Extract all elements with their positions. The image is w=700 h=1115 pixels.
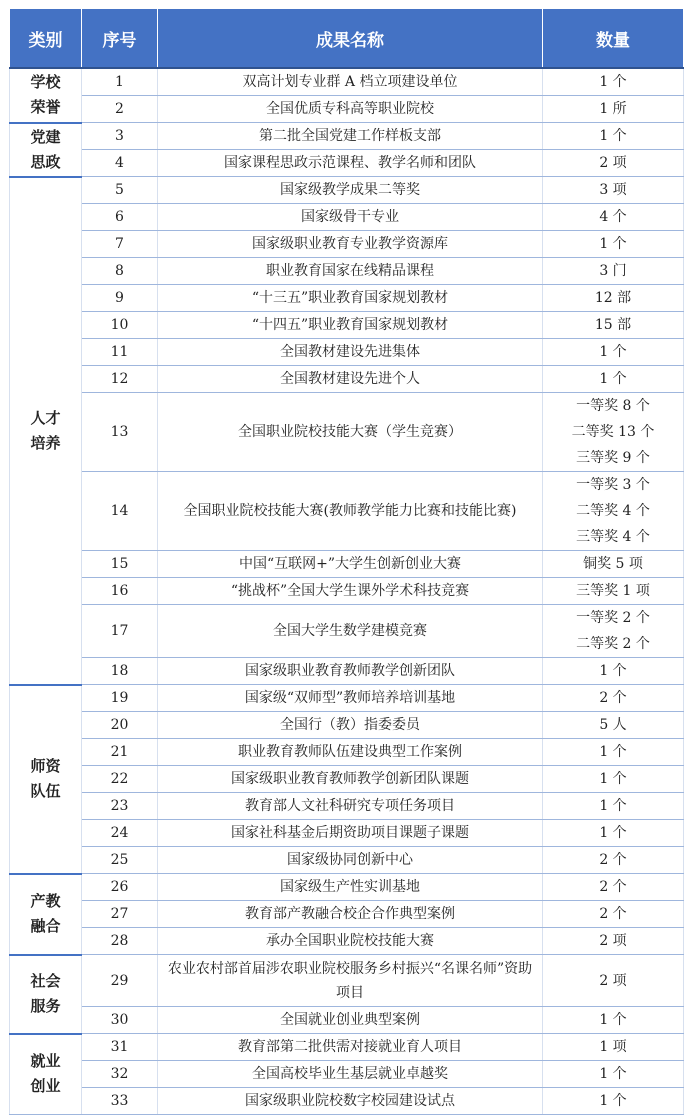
achievement-name: 全国教材建设先进集体 bbox=[158, 339, 543, 366]
row-number: 16 bbox=[82, 578, 158, 605]
quantity-value: 2 项 bbox=[599, 933, 627, 949]
quantity-cell bbox=[543, 393, 684, 472]
quantity-cell bbox=[543, 68, 684, 96]
achievement-name: 全国职业院校技能大赛(教师教学能力比赛和技能比赛) bbox=[158, 472, 543, 551]
table-row bbox=[10, 955, 684, 1007]
quantity-value: 1 个 bbox=[599, 744, 627, 760]
quantity-cell bbox=[543, 1088, 684, 1115]
quantity-value: 2 个 bbox=[599, 879, 627, 895]
quantity-cell bbox=[543, 739, 684, 766]
achievement-name: 国家级骨干专业 bbox=[158, 204, 543, 231]
row-number: 24 bbox=[82, 820, 158, 847]
table-row bbox=[10, 685, 684, 712]
achievement-name: “挑战杯”全国大学生课外学术科技竞赛 bbox=[158, 578, 543, 605]
table-row bbox=[10, 96, 684, 123]
row-number: 15 bbox=[82, 551, 158, 578]
quantity-value: 12 部 bbox=[594, 290, 632, 306]
quantity-cell bbox=[543, 204, 684, 231]
quantity-cell bbox=[543, 658, 684, 685]
achievement-name: 全国就业创业典型案例 bbox=[158, 1007, 543, 1034]
table-row bbox=[10, 820, 684, 847]
achievement-name: 全国大学生数学建模竞赛 bbox=[158, 605, 543, 658]
quantity-cell bbox=[543, 766, 684, 793]
achievement-name: 国家级协同创新中心 bbox=[158, 847, 543, 874]
category-label: 就业创业 bbox=[30, 1052, 61, 1096]
row-number: 5 bbox=[82, 177, 158, 204]
quantity-cell bbox=[543, 366, 684, 393]
quantity-value: 一等奖 8 个 bbox=[576, 398, 650, 414]
achievement-name: 教育部产教融合校企合作典型案例 bbox=[158, 901, 543, 928]
table-row bbox=[10, 901, 684, 928]
achievement-name: “十三五”职业教育国家规划教材 bbox=[158, 285, 543, 312]
table-row bbox=[10, 712, 684, 739]
table-row bbox=[10, 1061, 684, 1088]
row-number: 21 bbox=[82, 739, 158, 766]
category-cell bbox=[10, 1034, 82, 1115]
row-number: 7 bbox=[82, 231, 158, 258]
category-cell bbox=[10, 68, 82, 123]
achievement-name: 国家课程思政示范课程、教学名师和团队 bbox=[158, 150, 543, 177]
quantity-value: 1 个 bbox=[599, 371, 627, 387]
quantity-cell bbox=[543, 123, 684, 150]
table-row bbox=[10, 578, 684, 605]
quantity-value: 15 部 bbox=[594, 317, 632, 333]
table-row bbox=[10, 874, 684, 901]
quantity-value: 1 个 bbox=[599, 825, 627, 841]
achievement-name: 国家级职业院校数字校园建设试点 bbox=[158, 1088, 543, 1115]
category-cell bbox=[10, 177, 82, 685]
quantity-value: 铜奖 5 项 bbox=[583, 556, 643, 572]
quantity-cell bbox=[543, 1034, 684, 1061]
row-number: 9 bbox=[82, 285, 158, 312]
table-row bbox=[10, 150, 684, 177]
quantity-value: 1 个 bbox=[599, 128, 627, 144]
achievement-name: 全国教材建设先进个人 bbox=[158, 366, 543, 393]
quantity-cell bbox=[543, 472, 684, 551]
quantity-cell bbox=[543, 793, 684, 820]
quantity-value: 2 个 bbox=[599, 852, 627, 868]
row-number: 28 bbox=[82, 928, 158, 955]
quantity-value: 2 项 bbox=[599, 155, 627, 171]
row-number: 13 bbox=[82, 393, 158, 472]
table-row bbox=[10, 605, 684, 658]
table-row bbox=[10, 472, 684, 551]
quantity-value: 1 个 bbox=[599, 344, 627, 360]
table-body bbox=[10, 68, 684, 1115]
quantity-value: 1 项 bbox=[599, 1039, 627, 1055]
quantity-value: 二等奖 4 个 bbox=[576, 503, 650, 519]
quantity-value: 一等奖 3 个 bbox=[576, 477, 650, 493]
quantity-value: 1 个 bbox=[599, 1012, 627, 1028]
row-number: 10 bbox=[82, 312, 158, 339]
achievement-name: 国家级职业教育专业教学资源库 bbox=[158, 231, 543, 258]
category-label: 人才培养 bbox=[30, 408, 61, 452]
quantity-cell bbox=[543, 901, 684, 928]
table-row bbox=[10, 766, 684, 793]
category-cell bbox=[10, 123, 82, 177]
row-number: 30 bbox=[82, 1007, 158, 1034]
quantity-value: 三等奖 4 个 bbox=[576, 529, 650, 545]
table-row bbox=[10, 847, 684, 874]
table-row bbox=[10, 231, 684, 258]
row-number: 31 bbox=[82, 1034, 158, 1061]
quantity-cell bbox=[543, 177, 684, 204]
quantity-value: 1 个 bbox=[599, 1093, 627, 1109]
table-row bbox=[10, 339, 684, 366]
category-label: 党建思政 bbox=[30, 127, 61, 171]
achievement-name: 国家社科基金后期资助项目课题子课题 bbox=[158, 820, 543, 847]
table-row bbox=[10, 258, 684, 285]
row-number: 3 bbox=[82, 123, 158, 150]
row-number: 19 bbox=[82, 685, 158, 712]
row-number: 22 bbox=[82, 766, 158, 793]
row-number: 18 bbox=[82, 658, 158, 685]
table-row bbox=[10, 68, 684, 96]
quantity-cell bbox=[543, 285, 684, 312]
row-number: 17 bbox=[82, 605, 158, 658]
table-row bbox=[10, 551, 684, 578]
table-row bbox=[10, 739, 684, 766]
quantity-value: 2 个 bbox=[599, 690, 627, 706]
table-row bbox=[10, 1034, 684, 1061]
quantity-cell bbox=[543, 96, 684, 123]
table-row bbox=[10, 285, 684, 312]
row-number: 33 bbox=[82, 1088, 158, 1115]
header-category: 类别 bbox=[10, 9, 82, 68]
row-number: 12 bbox=[82, 366, 158, 393]
achievement-name: 第二批全国党建工作样板支部 bbox=[158, 123, 543, 150]
quantity-value: 1 所 bbox=[599, 101, 627, 117]
quantity-value: 3 项 bbox=[599, 182, 627, 198]
achievement-name: 承办全国职业院校技能大赛 bbox=[158, 928, 543, 955]
header-row bbox=[10, 9, 684, 68]
table-row bbox=[10, 793, 684, 820]
row-number: 25 bbox=[82, 847, 158, 874]
quantity-value: 二等奖 2 个 bbox=[576, 636, 650, 652]
achievement-name: 教育部第二批供需对接就业育人项目 bbox=[158, 1034, 543, 1061]
quantity-cell bbox=[543, 847, 684, 874]
quantity-cell bbox=[543, 1061, 684, 1088]
header-name: 成果名称 bbox=[158, 9, 543, 68]
table-row bbox=[10, 393, 684, 472]
category-label: 学校荣誉 bbox=[30, 73, 61, 117]
quantity-cell bbox=[543, 874, 684, 901]
table-row bbox=[10, 204, 684, 231]
quantity-cell bbox=[543, 339, 684, 366]
quantity-value: 二等奖 13 个 bbox=[571, 424, 655, 440]
achievement-name: 职业教育教师队伍建设典型工作案例 bbox=[158, 739, 543, 766]
row-number: 6 bbox=[82, 204, 158, 231]
achievement-name: 国家级职业教育教师教学创新团队课题 bbox=[158, 766, 543, 793]
table-row bbox=[10, 177, 684, 204]
achievement-name: 中国“互联网+”大学生创新创业大赛 bbox=[158, 551, 543, 578]
quantity-cell bbox=[543, 150, 684, 177]
quantity-value: 三等奖 1 项 bbox=[576, 583, 650, 599]
quantity-cell bbox=[543, 1007, 684, 1034]
quantity-cell bbox=[543, 258, 684, 285]
row-number: 2 bbox=[82, 96, 158, 123]
table-row bbox=[10, 1007, 684, 1034]
category-label: 产教融合 bbox=[30, 892, 61, 935]
row-number: 29 bbox=[82, 955, 158, 1007]
quantity-value: 一等奖 2 个 bbox=[576, 610, 650, 626]
quantity-value: 1 个 bbox=[599, 236, 627, 252]
row-number: 4 bbox=[82, 150, 158, 177]
quantity-value: 1 个 bbox=[599, 798, 627, 814]
header-quantity: 数量 bbox=[543, 9, 684, 68]
quantity-value: 5 人 bbox=[599, 717, 627, 733]
quantity-cell bbox=[543, 231, 684, 258]
quantity-value: 三等奖 9 个 bbox=[576, 450, 650, 466]
table-row bbox=[10, 123, 684, 150]
category-label: 社会服务 bbox=[30, 972, 61, 1015]
quantity-value: 2 个 bbox=[599, 906, 627, 922]
quantity-cell bbox=[543, 712, 684, 739]
quantity-value: 1 个 bbox=[599, 74, 627, 90]
quantity-cell bbox=[543, 605, 684, 658]
quantity-cell bbox=[543, 955, 684, 1007]
category-label: 师资队伍 bbox=[30, 757, 61, 800]
category-cell bbox=[10, 874, 82, 955]
achievement-name: 全国高校毕业生基层就业卓越奖 bbox=[158, 1061, 543, 1088]
category-cell bbox=[10, 685, 82, 874]
achievement-name: 全国职业院校技能大赛（学生竞赛） bbox=[158, 393, 543, 472]
achievement-name: 国家级生产性实训基地 bbox=[158, 874, 543, 901]
achievement-name: 教育部人文社科研究专项任务项目 bbox=[158, 793, 543, 820]
achievement-name: 国家级教学成果二等奖 bbox=[158, 177, 543, 204]
quantity-value: 3 门 bbox=[599, 263, 627, 279]
category-cell bbox=[10, 955, 82, 1034]
quantity-cell bbox=[543, 820, 684, 847]
achievement-name: 职业教育国家在线精品课程 bbox=[158, 258, 543, 285]
row-number: 23 bbox=[82, 793, 158, 820]
achievement-name: 双高计划专业群 A 档立项建设单位 bbox=[158, 68, 543, 96]
row-number: 27 bbox=[82, 901, 158, 928]
row-number: 8 bbox=[82, 258, 158, 285]
achievements-table bbox=[9, 9, 684, 1115]
quantity-value: 1 个 bbox=[599, 771, 627, 787]
table-row bbox=[10, 366, 684, 393]
row-number: 14 bbox=[82, 472, 158, 551]
achievement-name: “十四五”职业教育国家规划教材 bbox=[158, 312, 543, 339]
achievement-name: 全国行（教）指委委员 bbox=[158, 712, 543, 739]
quantity-value: 4 个 bbox=[599, 209, 627, 225]
table-row bbox=[10, 928, 684, 955]
row-number: 26 bbox=[82, 874, 158, 901]
table-row bbox=[10, 312, 684, 339]
row-number: 32 bbox=[82, 1061, 158, 1088]
quantity-cell bbox=[543, 928, 684, 955]
quantity-cell bbox=[543, 685, 684, 712]
table-row bbox=[10, 1088, 684, 1115]
achievement-name: 国家级“双师型”教师培养培训基地 bbox=[158, 685, 543, 712]
achievement-name: 国家级职业教育教师教学创新团队 bbox=[158, 658, 543, 685]
achievement-name: 全国优质专科高等职业院校 bbox=[158, 96, 543, 123]
quantity-cell bbox=[543, 578, 684, 605]
row-number: 1 bbox=[82, 68, 158, 96]
header-number: 序号 bbox=[82, 9, 158, 68]
quantity-value: 2 项 bbox=[599, 972, 627, 989]
quantity-value: 1 个 bbox=[599, 663, 627, 679]
row-number: 11 bbox=[82, 339, 158, 366]
quantity-value: 1 个 bbox=[599, 1066, 627, 1082]
row-number: 20 bbox=[82, 712, 158, 739]
achievement-name: 农业农村部首届涉农职业院校服务乡村振兴“名课名师”资助项目 bbox=[158, 955, 543, 1007]
quantity-cell bbox=[543, 551, 684, 578]
table-row bbox=[10, 658, 684, 685]
quantity-cell bbox=[543, 312, 684, 339]
